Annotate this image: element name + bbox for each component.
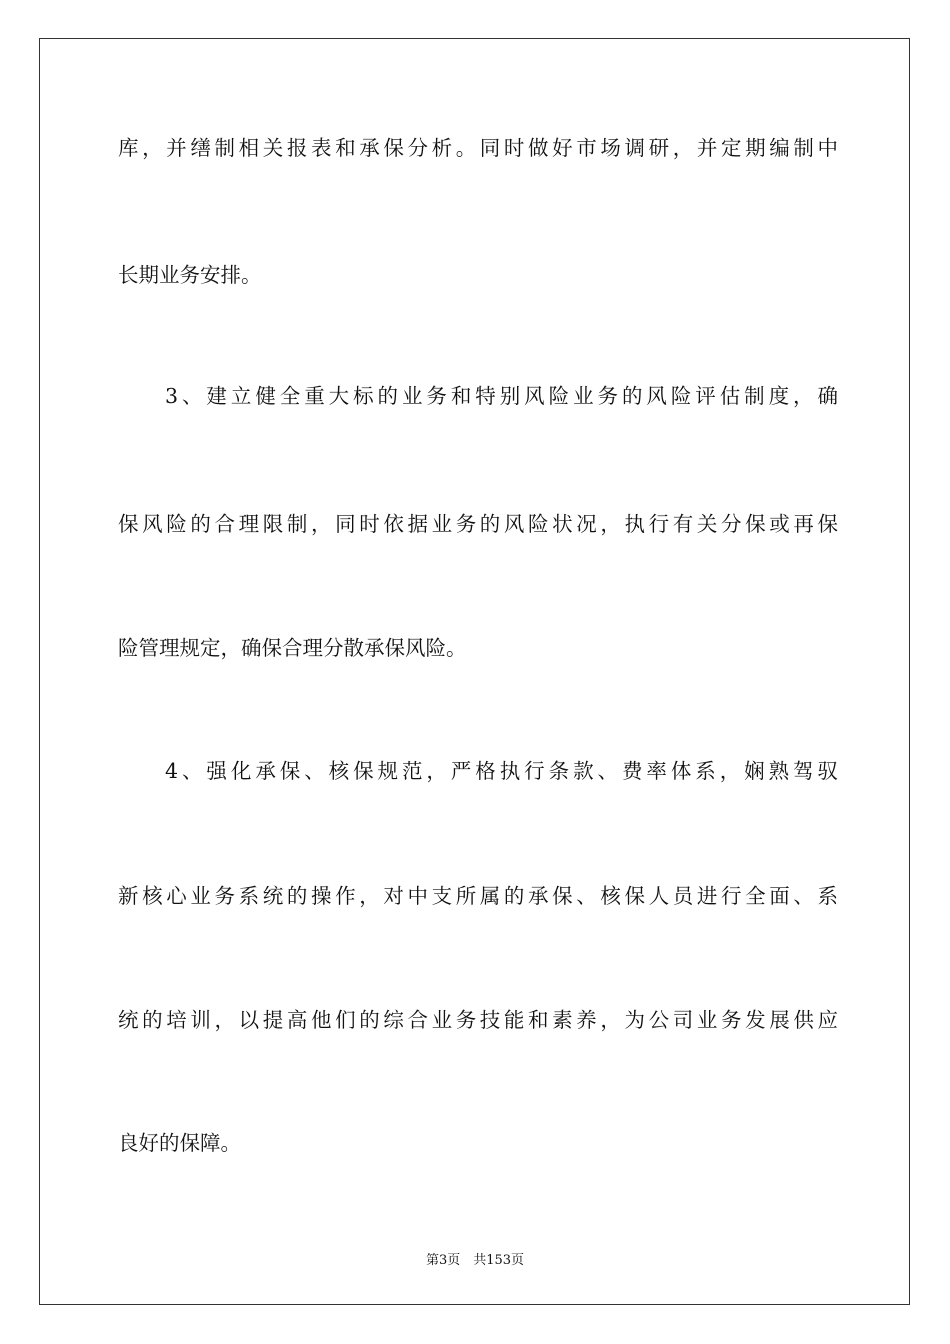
paragraph-line: 长期业务安排。: [118, 263, 262, 287]
paragraph-line: 新核心业务系统的操作，对中支所属的承保、核保人员进行全面、系: [118, 884, 838, 908]
page-border: [39, 38, 910, 1305]
paragraph-line: 4、强化承保、核保规范，严格执行条款、费率体系，娴熟驾驭: [165, 759, 838, 783]
paragraph-line: 良好的保障。: [118, 1131, 241, 1155]
paragraph-line: 统的培训，以提高他们的综合业务技能和素养，为公司业务发展供应: [118, 1008, 838, 1032]
paragraph-line: 险管理规定，确保合理分散承保风险。: [118, 636, 467, 660]
paragraph-line: 保风险的合理限制，同时依据业务的风险状况，执行有关分保或再保: [118, 512, 838, 536]
page-number-footer: 第3页 共153页: [425, 1253, 525, 1268]
paragraph-line: 库，并缮制相关报表和承保分析。同时做好市场调研，并定期编制中: [118, 136, 838, 160]
paragraph-line: 3、建立健全重大标的业务和特别风险业务的风险评估制度，确: [165, 384, 838, 408]
